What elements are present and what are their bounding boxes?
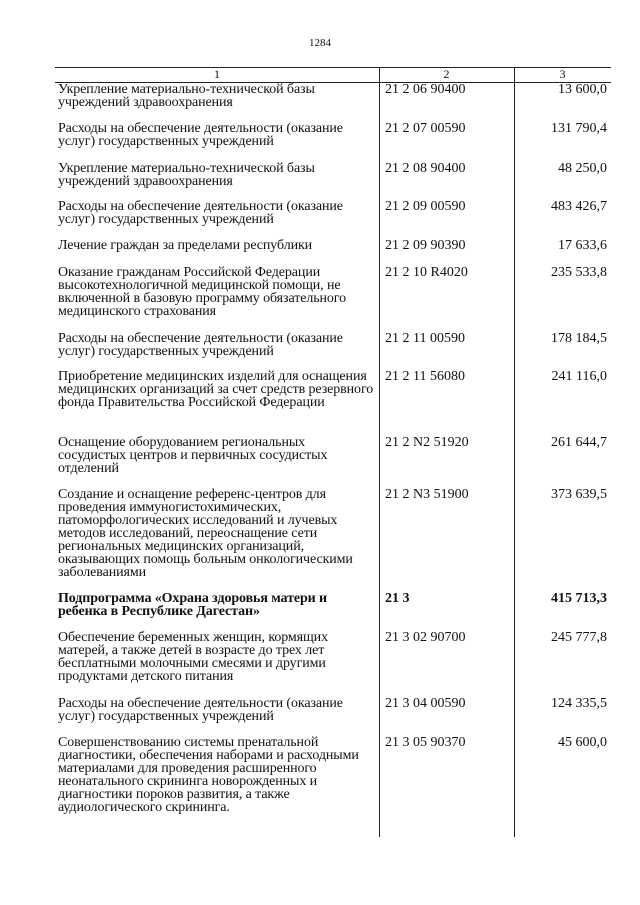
row-code: 21 2 09 00590 [385,199,466,214]
page-number: 1284 [309,37,331,49]
row-name: Приобретение медицинских изделий для оснащения медицинских организаций за счет средств резервного фонда Правительства Российской Федерации [58,369,374,410]
row-name: Обеспечение беременных женщин, кормящих матерей, а также детей в возрасте до трех лет бесплатными молочными смесями и другими продуктами детского питания [58,630,328,684]
row-code: 21 2 10 R4020 [385,265,468,280]
row-name: Расходы на обеспечение деятельности (оказание услуг) государственных учреждений [58,331,343,359]
row-code: 21 3 04 00590 [385,696,466,711]
row-amount: 131 790,4 [551,121,607,136]
row-amount: 235 533,8 [551,265,607,280]
row-code: 21 2 06 90400 [385,82,466,97]
budget-table [55,67,611,837]
row-code: 21 3 [385,591,410,606]
row-name: Укрепление материально-технической базы учреждений здравоохранения [58,82,315,110]
row-name: Лечение граждан за пределами республики [58,238,313,253]
row-amount: 178 184,5 [551,331,607,346]
row-code: 21 2 07 00590 [385,121,466,136]
row-name: Укрепление материально-технической базы учреждений здравоохранения [58,161,315,189]
row-code: 21 3 05 90370 [385,735,466,750]
row-name: Оказание гражданам Российской Федерации высокотехнологичной медицинской помощи, не включенной в базовую программу обязательного медицинского страхования [58,265,346,319]
row-name: Оснащение оборудованием региональных сосудистых центров и первичных сосудистых отделений [58,435,328,476]
column-divider-1 [379,67,380,837]
row-name: Расходы на обеспечение деятельности (оказание услуг) государственных учреждений [58,696,343,724]
row-code: 21 2 08 90400 [385,161,466,176]
row-amount: 48 250,0 [558,161,607,176]
row-name: Создание и оснащение референс-центров для проведения иммуногистохимических, патоморфологических исследований и лучевых методов исследований, переоснащение сети региональных медицинских организаций, оказывающих помощь больным онкологическими заболеваниями [58,487,353,580]
row-code: 21 2 N3 51900 [385,487,469,502]
row-code: 21 2 11 56080 [385,369,465,384]
row-amount: 483 426,7 [551,199,607,214]
header-col-3: 3 [559,67,566,81]
row-amount: 373 639,5 [551,487,607,502]
row-amount: 124 335,5 [551,696,607,711]
row-code: 21 2 11 00590 [385,331,465,346]
row-name: Подпрограмма «Охрана здоровья матери и ребенка в Республике Дагестан» [58,591,328,619]
row-amount: 261 644,7 [551,435,607,450]
row-amount: 17 633,6 [558,238,607,253]
row-amount: 241 116,0 [551,369,607,384]
row-name: Расходы на обеспечение деятельности (оказание услуг) государственных учреждений [58,121,343,149]
header-col-1: 1 [214,67,220,81]
row-code: 21 2 09 90390 [385,238,466,253]
column-divider-2 [514,67,515,837]
row-amount: 45 600,0 [558,735,607,750]
row-amount: 245 777,8 [551,630,607,645]
header-col-2: 2 [443,67,450,81]
row-code: 21 2 N2 51920 [385,435,469,450]
row-name: Совершенствованию системы пренатальной диагностики, обеспечения наборами и расходными материалами для проведения расширенного неонатального скрининга новорожденных и диагностики пороков развития, а также аудиологического скрининга. [58,735,359,815]
row-amount: 13 600,0 [558,82,607,97]
row-amount: 415 713,3 [551,591,607,606]
row-name: Расходы на обеспечение деятельности (оказание услуг) государственных учреждений [58,199,343,227]
row-code: 21 3 02 90700 [385,630,466,645]
